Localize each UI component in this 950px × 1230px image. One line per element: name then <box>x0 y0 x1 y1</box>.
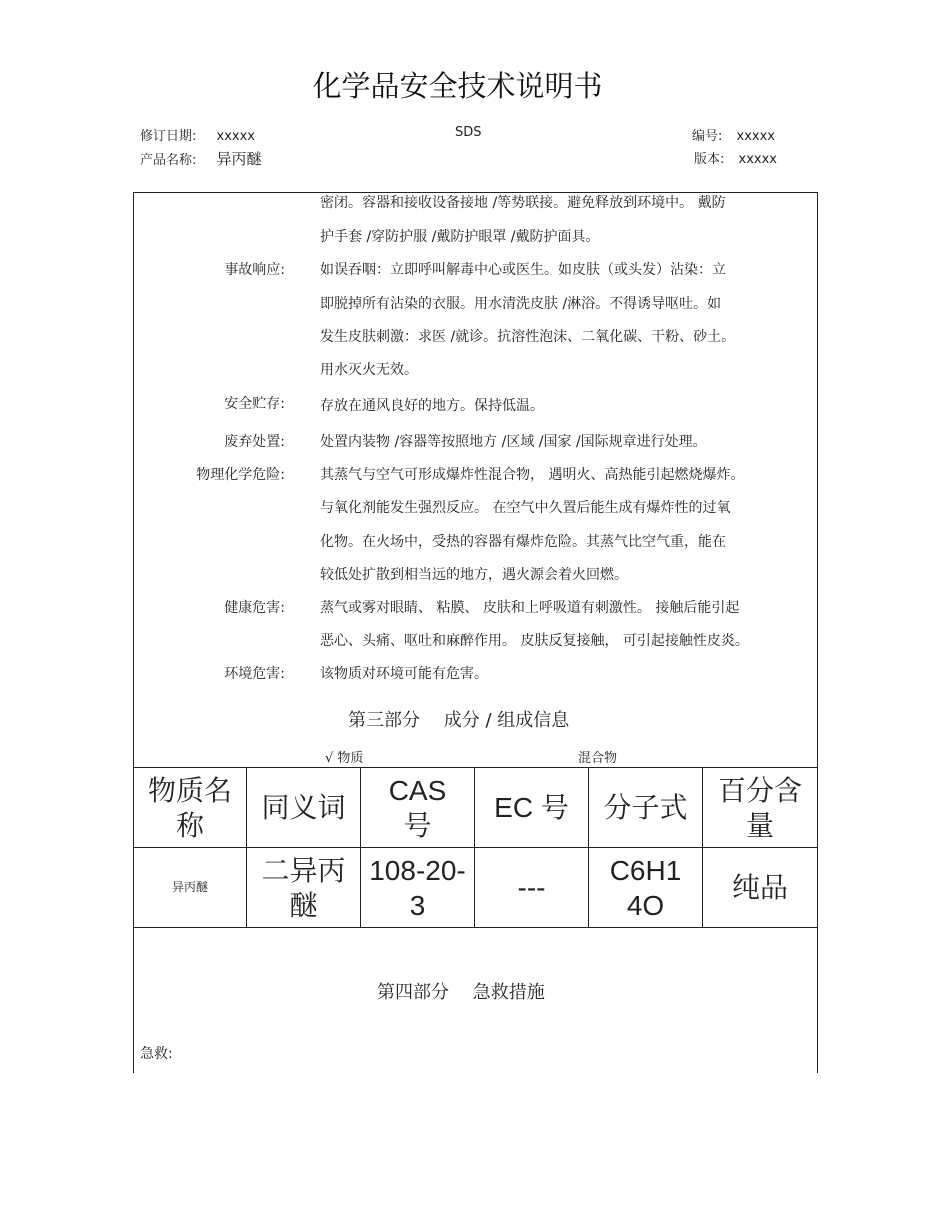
physchem-hazard-label: 物理化学危险: <box>196 467 285 483</box>
cell-formula: C6H14O <box>589 848 703 928</box>
env-hazard-label: 环境危害: <box>224 666 285 682</box>
revision-date-value: xxxxx <box>216 129 255 144</box>
physchem-hazard-line: 化物。在火场中，受热的容器有爆炸危险。其蒸气比空气重，能在 <box>320 534 726 550</box>
document-title: 化学品安全技术说明书 <box>312 69 603 103</box>
substance-option: √ 物质 <box>325 751 364 766</box>
header-percent: 百分含量 <box>703 768 818 848</box>
header-cas: CAS 号 <box>361 768 475 848</box>
first-aid-label: 急救: <box>140 1046 173 1062</box>
product-value: 异丙醚 <box>216 150 262 168</box>
disposal-line: 处置内装物 /容器等按照地方 /区域 /国家 /国际规章进行处理。 <box>320 434 707 450</box>
revision-date <box>140 125 255 144</box>
accident-response-line: 发生皮肤刺激：求医 /就诊。抗溶性泡沫、二氧化碳、干粉、砂土。 <box>320 329 736 345</box>
header-synonym: 同义词 <box>247 768 361 848</box>
disposal-label: 废弃处置: <box>224 434 285 450</box>
env-hazard-line: 该物质对环境可能有危害。 <box>320 666 488 682</box>
cell-cas: 108-20-3 <box>361 848 475 928</box>
physchem-hazard-line: 与氧化剂能发生强烈反应。 在空气中久置后能生成有爆炸性的过氧 <box>320 500 731 516</box>
accident-response-line: 即脱掉所有沾染的衣服。用水清洗皮肤 /淋浴。不得诱导呕吐。如 <box>320 296 722 312</box>
version-label: 版本: <box>694 152 725 167</box>
storage-label: 安全贮存: <box>224 396 285 412</box>
table-row <box>134 848 818 928</box>
storage-line: 存放在通风良好的地方。保持低温。 <box>320 398 544 414</box>
health-hazard-label: 健康危害: <box>224 600 285 616</box>
physchem-hazard-line: 较低处扩散到相当远的地方，遇火源会着火回燃。 <box>320 567 628 583</box>
cell-ec: --- <box>475 848 589 928</box>
cell-synonym: 二异丙醚 <box>247 848 361 928</box>
doc-number <box>692 125 775 144</box>
precautions-line: 护手套 /穿防护服 /戴防护眼罩 /戴防护面具。 <box>320 229 600 245</box>
header-ec: EC 号 <box>475 768 589 848</box>
product-label: 产品名称: <box>140 153 197 168</box>
section3-title: 第三部分 成分 / 组成信息 <box>348 710 570 731</box>
header-formula: 分子式 <box>589 768 703 848</box>
number-value: xxxxx <box>736 129 775 144</box>
product-name <box>140 148 262 169</box>
composition-header-row <box>134 768 818 848</box>
health-hazard-line: 蒸气或雾对眼睛、 粘膜、 皮肤和上呼吸道有刺激性。 接触后能引起 <box>320 600 740 616</box>
header-substance-name: 物质名称 <box>134 768 247 848</box>
doc-type: SDS <box>455 125 482 140</box>
composition-table <box>133 767 818 928</box>
number-label: 编号: <box>692 129 723 144</box>
mixture-option: 混合物 <box>578 751 618 766</box>
accident-response-label: 事故响应: <box>224 262 285 278</box>
physchem-hazard-line: 其蒸气与空气可形成爆炸性混合物， 遇明火、高热能引起燃烧爆炸。 <box>320 467 745 483</box>
accident-response-line: 用水灭火无效。 <box>320 362 418 378</box>
version <box>694 148 777 167</box>
precautions-line: 密闭。容器和接收设备接地 /等势联接。避免释放到环境中。 戴防 <box>320 195 726 211</box>
accident-response-line: 如误吞咽：立即呼叫解毒中心或医生。如皮肤（或头发）沾染：立 <box>320 262 726 278</box>
cell-substance-name: 异丙醚 <box>134 848 247 928</box>
health-hazard-line: 恶心、头痛、呕吐和麻醉作用。 皮肤反复接触， 可引起接触性皮炎。 <box>320 633 749 649</box>
version-value: xxxxx <box>738 152 777 167</box>
section4-title: 第四部分 急救措施 <box>377 982 545 1003</box>
revision-date-label: 修订日期: <box>140 129 197 144</box>
cell-percent: 纯品 <box>703 848 818 928</box>
